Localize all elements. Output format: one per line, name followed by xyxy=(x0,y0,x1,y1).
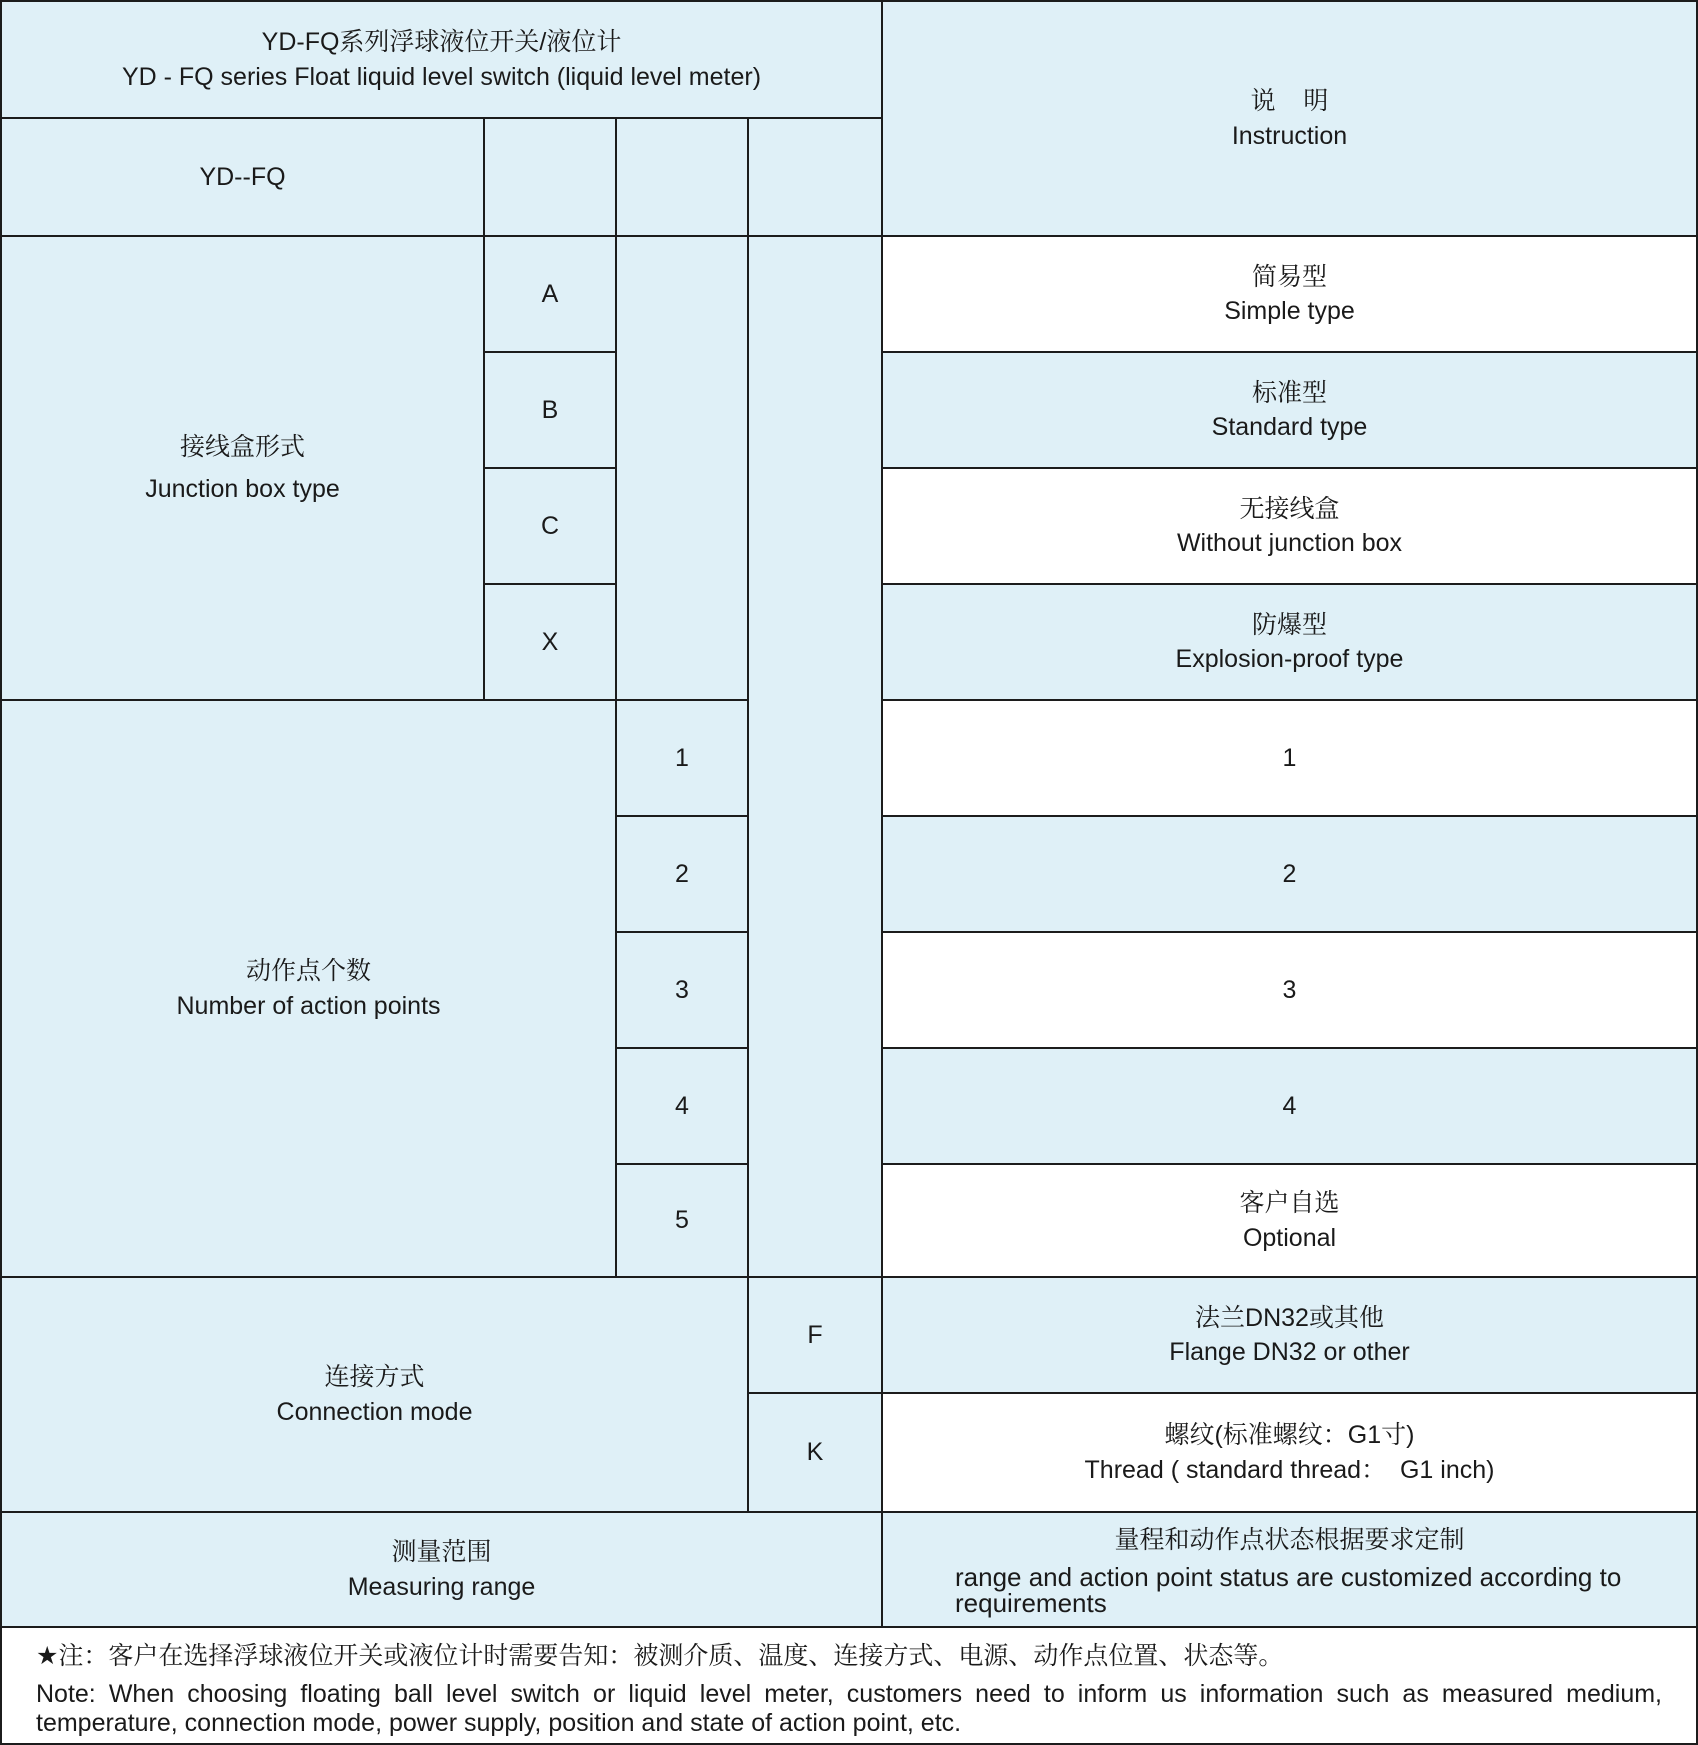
code-text: C xyxy=(540,511,560,540)
action-code-4 xyxy=(615,1047,749,1165)
header-blank-3 xyxy=(747,117,883,237)
action-code-3 xyxy=(615,931,749,1049)
title-en: YD - FQ series Float liquid level switch (liquid level meter) xyxy=(121,62,762,91)
desc-en: Flange DN32 or other xyxy=(1169,1338,1410,1366)
connection-code-f xyxy=(747,1276,883,1394)
junction-code-a xyxy=(483,235,617,353)
instruction-en: Instruction xyxy=(1231,121,1348,150)
code-text: F xyxy=(807,1320,823,1349)
desc-en: Optional xyxy=(1242,1223,1337,1252)
note-zh: ★注：客户在选择浮球液位开关或液位计时需要告知：被测介质、温度、连接方式、电源、动作点位置、状态等。 xyxy=(36,1642,1284,1670)
title-cell xyxy=(0,0,883,119)
connection-code-k xyxy=(747,1392,883,1513)
title-zh: YD-FQ系列浮球液位开关/液位计 xyxy=(261,28,622,56)
instruction-zh: 说 明 xyxy=(1250,87,1329,115)
note-en: Note: When choosing floating ball level switch or liquid level meter, customers need to inform us information such as measured medium, temperature, connection mode, power supply, position and state of action point, etc. xyxy=(36,1679,1662,1737)
action-desc-3 xyxy=(881,931,1698,1049)
junction-box-label-zh: 接线盒形式 xyxy=(179,432,305,461)
connection-label-zh: 连接方式 xyxy=(324,1363,425,1391)
code-text: 4 xyxy=(675,1091,689,1120)
action-code-2 xyxy=(615,815,749,933)
header-blank-1 xyxy=(483,117,617,237)
junction-blank-column xyxy=(615,235,749,701)
measuring-label-zh: 测量范围 xyxy=(391,1538,492,1566)
note-box xyxy=(0,1626,1698,1745)
code-text: 1 xyxy=(675,743,689,772)
junction-box-label xyxy=(0,235,485,701)
header-blank-2 xyxy=(615,117,749,237)
code-text: 5 xyxy=(675,1206,689,1235)
desc-zh: 法兰DN32或其他 xyxy=(1195,1303,1384,1332)
connection-desc-f xyxy=(881,1276,1698,1394)
junction-desc-b xyxy=(881,351,1698,469)
code-text: B xyxy=(541,395,559,424)
code-text: X xyxy=(541,627,559,656)
desc-text: 4 xyxy=(1282,1091,1297,1120)
desc-text: 1 xyxy=(1282,743,1297,772)
action-desc-5 xyxy=(881,1163,1698,1278)
long-blank-column xyxy=(747,235,883,1278)
measuring-desc-en: range and action point status are customized according to requirements xyxy=(955,1561,1622,1618)
desc-zh: 标准型 xyxy=(1251,378,1327,407)
action-points-label-zh: 动作点个数 xyxy=(245,957,371,985)
action-code-1 xyxy=(615,699,749,817)
code-text: 3 xyxy=(675,975,689,1004)
junction-desc-a xyxy=(881,235,1698,353)
connection-label-en: Connection mode xyxy=(276,1397,473,1426)
desc-text: 2 xyxy=(1282,859,1297,888)
desc-zh: 螺纹(标准螺纹：G1寸) xyxy=(1164,1421,1415,1449)
desc-zh: 客户自选 xyxy=(1239,1189,1340,1217)
connection-desc-k xyxy=(881,1392,1698,1513)
code-text: K xyxy=(806,1438,824,1467)
junction-code-c xyxy=(483,467,617,585)
action-desc-4 xyxy=(881,1047,1698,1165)
desc-text: 3 xyxy=(1282,975,1297,1004)
action-desc-1 xyxy=(881,699,1698,817)
desc-en: Standard type xyxy=(1211,413,1368,441)
measuring-desc-zh: 量程和动作点状态根据要求定制 xyxy=(1114,1526,1465,1555)
code-text: A xyxy=(541,279,559,308)
action-points-label xyxy=(0,699,617,1278)
model-code-cell xyxy=(0,117,485,237)
desc-en: Simple type xyxy=(1224,297,1355,325)
action-points-label-en: Number of action points xyxy=(176,991,441,1020)
desc-en: Thread ( standard thread： G1 inch) xyxy=(1084,1455,1495,1484)
junction-code-x xyxy=(483,583,617,701)
junction-desc-c xyxy=(881,467,1698,585)
connection-label xyxy=(0,1276,749,1513)
junction-box-label-en: Junction box type xyxy=(145,475,340,503)
junction-desc-x xyxy=(881,583,1698,701)
action-desc-2 xyxy=(881,815,1698,933)
desc-zh: 简易型 xyxy=(1251,262,1327,291)
measuring-label xyxy=(0,1511,883,1628)
desc-en: Without junction box xyxy=(1176,529,1403,557)
action-code-5 xyxy=(615,1163,749,1278)
model-code: YD--FQ xyxy=(199,162,286,191)
desc-zh: 无接线盒 xyxy=(1239,494,1340,523)
desc-en: Explosion-proof type xyxy=(1175,645,1404,673)
measuring-label-en: Measuring range xyxy=(347,1572,536,1601)
measuring-desc xyxy=(881,1511,1698,1628)
instruction-header xyxy=(881,0,1698,237)
junction-code-b xyxy=(483,351,617,469)
code-text: 2 xyxy=(675,859,689,888)
desc-zh: 防爆型 xyxy=(1251,610,1327,639)
